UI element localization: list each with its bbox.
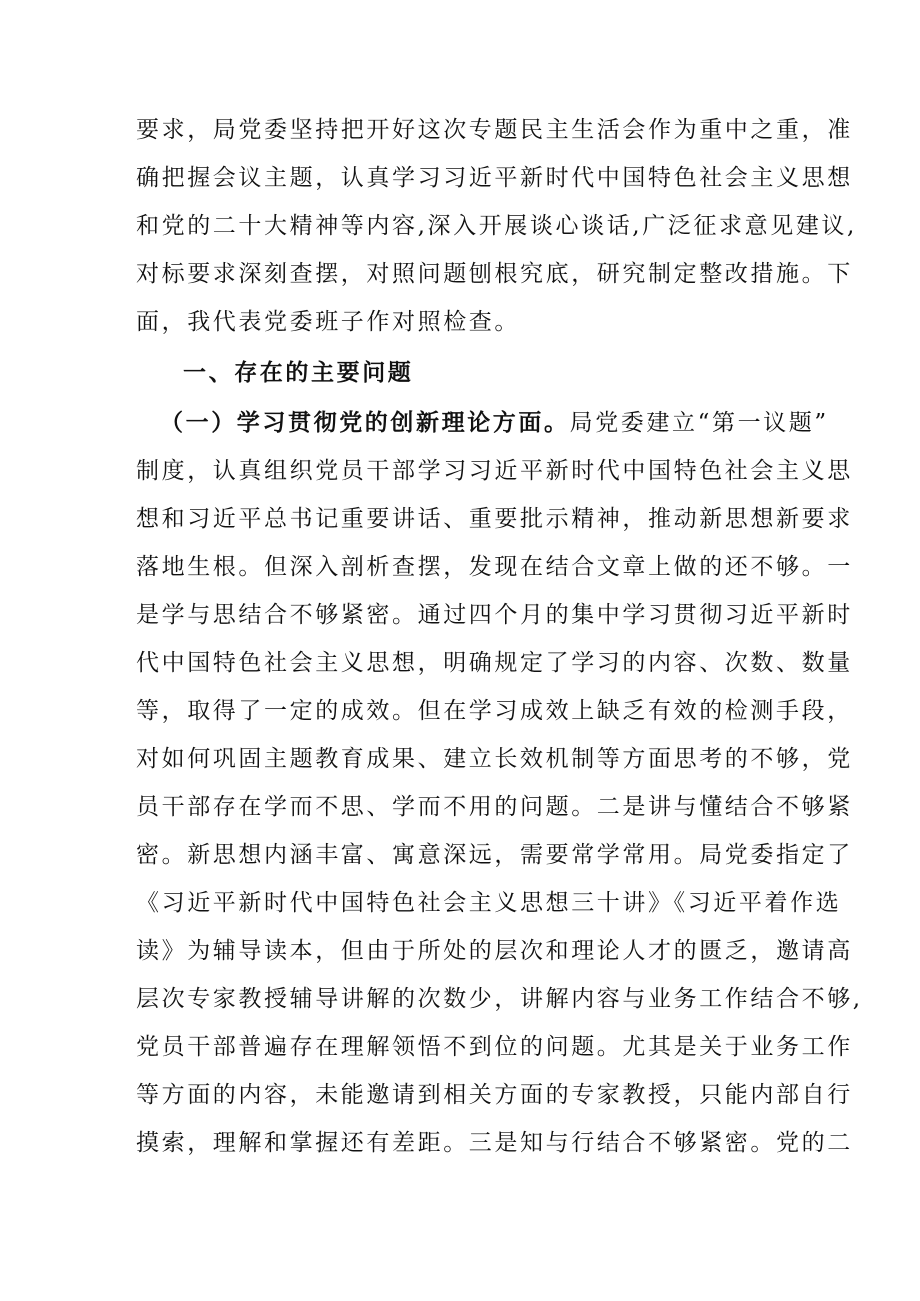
subsection-title: （一）学习贯彻党的创新理论方面。 xyxy=(160,409,570,436)
body-text-line: 制度，认真组织党员干部学习习近平新时代中国特色社会主义思 xyxy=(136,458,853,484)
body-text-line: 落地生根。但深入剖析查摆，发现在结合文章上做的还不够。一 xyxy=(136,554,853,580)
body-text-line: 读》为辅导读本，但由于所处的层次和理论人才的匮乏，邀请高 xyxy=(136,938,853,964)
body-text-line: 等方面的内容，未能邀请到相关方面的专家教授，只能内部自行 xyxy=(136,1082,853,1108)
body-text-line: 和党的二十大精神等内容,深入开展谈心谈话,广泛征求意见建议, xyxy=(136,213,857,239)
body-text-line: 对标要求深刻查摆，对照问题刨根究底，研究制定整改措施。下 xyxy=(136,261,853,287)
body-text-line: 层次专家教授辅导讲解的次数少，讲解内容与业务工作结合不够, xyxy=(136,986,863,1012)
body-text-line: 确把握会议主题，认真学习习近平新时代中国特色社会主义思想 xyxy=(136,165,853,191)
body-text-line: 面，我代表党委班子作对照检查。 xyxy=(136,309,520,335)
body-text-line: 《习近平新时代中国特色社会主义思想三十讲》《习近平着作选 xyxy=(136,890,842,916)
body-text-line: 想和习近平总书记重要讲话、重要批示精神，推动新思想新要求 xyxy=(136,506,853,532)
subsection-first-line xyxy=(160,408,829,438)
body-text-line: 代中国特色社会主义思想，明确规定了学习的内容、次数、数量 xyxy=(136,650,853,676)
body-text-line: 摸索，理解和掌握还有差距。三是知与行结合不够紧密。党的二 xyxy=(136,1130,853,1156)
body-text-line: 等，取得了一定的成效。但在学习成效上缺乏有效的检测手段， xyxy=(136,698,853,724)
body-text-line: 要求，局党委坚持把开好这次专题民主生活会作为重中之重，准 xyxy=(136,117,853,143)
subsection-first-line-rest: 局党委建立“第一议题” xyxy=(569,410,829,436)
body-text-line: 党员干部普遍存在理解领悟不到位的问题。尤其是关于业务工作 xyxy=(136,1034,853,1060)
section-heading: 一、存在的主要问题 xyxy=(183,359,414,386)
body-text-line: 对如何巩固主题教育成果、建立长效机制等方面思考的不够，党 xyxy=(136,746,853,772)
body-text-line: 员干部存在学而不思、学而不用的问题。二是讲与懂结合不够紧 xyxy=(136,794,853,820)
body-text-line: 密。新思想内涵丰富、寓意深远，需要常学常用。局党委指定了 xyxy=(136,842,853,868)
body-text-line: 是学与思结合不够紧密。通过四个月的集中学习贯彻习近平新时 xyxy=(136,602,853,628)
